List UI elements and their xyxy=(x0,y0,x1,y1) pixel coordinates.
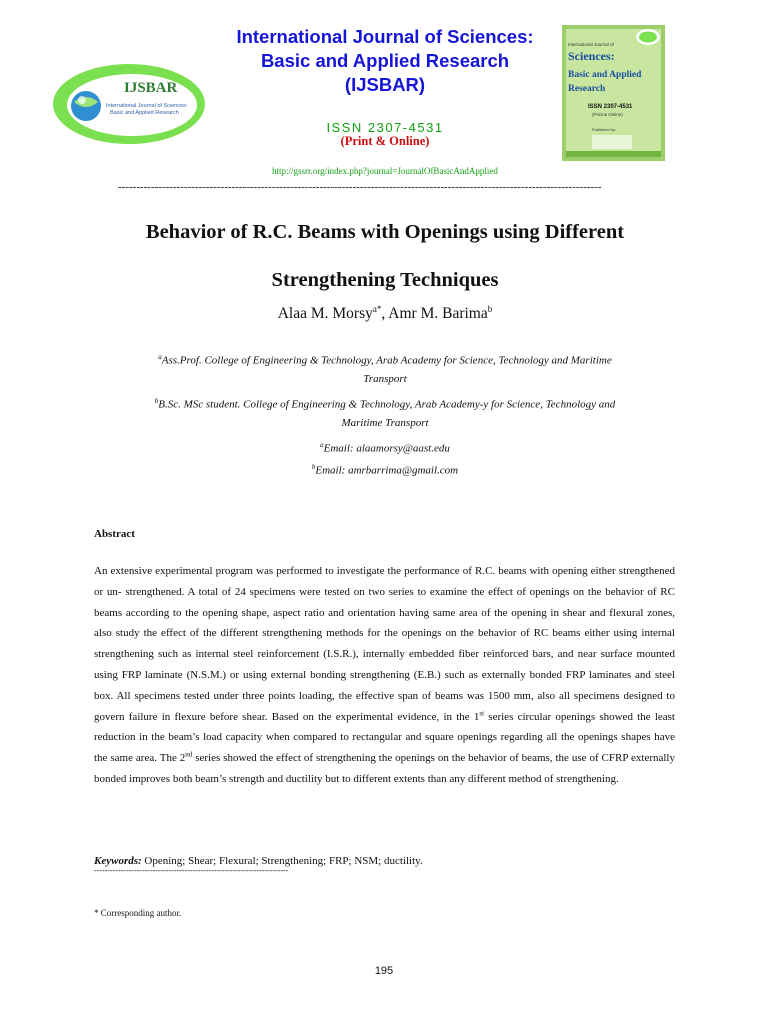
logo-acronym: IJSBAR xyxy=(124,80,178,96)
cover-title2: Basic and Applied xyxy=(568,70,642,80)
page-number: 195 xyxy=(374,965,394,977)
abstract-part1: An extensive experimental program was performed to investigate the performance of R.C. beams with opening either strengthened or un- strengthened. A total of 24 specimens were tested on two series to examine the effect of openings on the behavior of RC beams according to the opening shape, aspect ratio and orientation having same area of the opening in shear and flexural zones, also study the effect of the different strengthening methods for the openings on the behavior of RC beams either using internal strengthening such as internal steel reinforcement (I.S.R.), internally embedded fiber reinforced bars, and near surface mounted using FRP laminate (N.S.M.) or using external bonding strengthening (E.B.) such as externally bonded FRP laminates and steel box. All specimens tested under three points loading, the effective span of beams was 1500 mm, also all specimens designed to govern failure in flexure before shear. Based on the experimental evidence, in the 1 xyxy=(94,565,675,723)
email-b-text: Email: amrbarrima@gmail.com xyxy=(315,464,459,477)
journal-name xyxy=(210,25,560,97)
author-list xyxy=(60,304,710,323)
author-separator: , xyxy=(381,305,389,323)
keywords-label: Keywords: xyxy=(94,855,142,867)
abstract-sup1: st xyxy=(479,708,485,717)
paper-title xyxy=(60,208,710,304)
affiliation-a-cont: Transport xyxy=(363,373,407,385)
journal-cover-image xyxy=(562,25,665,161)
abstract-sup2: nd xyxy=(185,750,193,759)
cover-issn: ISSN 2307-4531 xyxy=(588,104,633,110)
title-line2: Strengthening Techniques xyxy=(271,269,499,291)
logo-line2: Basic and Applied Research xyxy=(110,110,179,116)
title-line1: Behavior of R.C. Beams with Openings using Different xyxy=(145,221,625,243)
journal-name-line1: International Journal of Sciences: xyxy=(236,26,534,47)
author-1-name: Alaa M. Morsy xyxy=(277,305,373,323)
author-2-name: Amr M. Barima xyxy=(388,305,488,323)
email-b-sup: b xyxy=(311,463,316,471)
affiliation-b-cont: Maritime Transport xyxy=(341,417,429,429)
abstract-heading: Abstract xyxy=(94,528,135,540)
author-1-sup: a* xyxy=(372,304,382,314)
cover-print-online: (Print & Online) xyxy=(592,112,623,117)
journal-url-link[interactable]: http://gssrr.org/index.php?journal=JournalOfBasicAndApplied xyxy=(272,166,498,176)
cover-publisher: Published by: xyxy=(592,127,617,132)
author-2-sup: b xyxy=(487,304,493,314)
cover-title1: Sciences: xyxy=(568,49,615,63)
abstract-text xyxy=(94,561,675,790)
affiliation-a-line1: Ass.Prof. College of Engineering & Technology, Arab Academy for Science, Technology and Maritime xyxy=(161,354,612,367)
affiliation-a-sup: a xyxy=(158,353,162,361)
affiliation-b-line1: B.Sc. MSc student. College of Engineering & Technology, Arab Academy-y for Science, Technology and xyxy=(158,398,616,411)
email-b xyxy=(95,456,675,482)
cover-title3: Research xyxy=(568,84,606,94)
issn-number: ISSN 2307-4531 xyxy=(326,120,444,135)
journal-name-line3: (IJSBAR) xyxy=(344,74,426,95)
keywords-text: Opening; Shear; Flexural; Strengthening; FRP; NSM; ductility. xyxy=(141,855,423,867)
cover-top-text: International Journal of xyxy=(568,42,614,47)
email-a-text: Email: alaamorsy@aast.edu xyxy=(323,442,450,455)
logo-line1: International Journal of Sciences: xyxy=(106,103,188,109)
email-a-sup: a xyxy=(320,441,324,449)
footnote-separator: ------------------------------------------------------------------------- xyxy=(94,866,289,875)
journal-name-line2: Basic and Applied Research xyxy=(260,50,510,71)
journal-logo xyxy=(52,62,207,146)
print-online-label: (Print & Online) xyxy=(340,134,430,148)
abstract-part2: series circular openings showed the least reduction in the beam’s load capacity when compared to rectangular and square openings regarding all the openings shapes have the same area. The 2 xyxy=(94,710,675,765)
affiliation-b-sup: b xyxy=(154,397,159,405)
abstract-part3: series showed the effect of strengthening the openings on the behavior of beams, the use of CFRP externally bonded improves both beam’s strength and ductility but to different extents than any different method of strengthening. xyxy=(94,752,675,785)
header-separator: ------------------------------------------------------------------------------------------------------------------------------------ xyxy=(118,181,602,193)
footnote-text: * Corresponding author. xyxy=(94,908,182,918)
